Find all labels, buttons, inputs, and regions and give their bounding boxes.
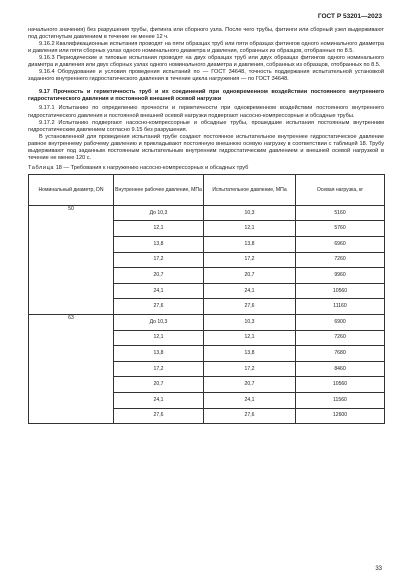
cell-working-pressure: 12,1 bbox=[114, 221, 204, 237]
cell-axial-load: 12600 bbox=[296, 408, 385, 424]
cell-test-pressure: 17,2 bbox=[204, 252, 296, 268]
cell-nominal-diameter: 63 bbox=[29, 315, 114, 424]
column-header-working-pressure: Внутреннее рабочее давление, МПа bbox=[114, 174, 204, 205]
cell-working-pressure: 13,8 bbox=[114, 237, 204, 253]
cell-axial-load: 7260 bbox=[296, 330, 385, 346]
column-header-dn: Номинальный диаметр, DN bbox=[29, 174, 114, 205]
cell-working-pressure: 27,6 bbox=[114, 408, 204, 424]
column-header-axial-load: Осевая нагрузка, кг bbox=[296, 174, 385, 205]
table-caption-label: Таблица bbox=[28, 164, 55, 171]
table-row bbox=[29, 205, 385, 221]
paragraph: начального значения) без разрушения трубы, фитинга или сборного узла. После чего трубы, фитинги или сборный узел выдерживают под достигнутым давлением в течение не менее 12 ч. bbox=[28, 27, 384, 41]
cell-axial-load: 7260 bbox=[296, 252, 385, 268]
paragraph: 9.16.3 Периодические и типовые испытания проводят на двух образцах труб или двух образцах фитингов одного номинального диаметра и давления или двух сборных узлах одного номинального диаметра и давления, собранных из образцов, отобранных по 8.5. bbox=[28, 55, 384, 69]
cell-axial-load: 10560 bbox=[296, 377, 385, 393]
paragraph: 9.16.4 Оборудование и условия проведения испытаний по — ГОСТ 34648, точность поддержания испытательной установкой заданного внутреннего гидростатического давления в течение цикла нагружения — по ГОСТ 34648. bbox=[28, 69, 384, 83]
cell-working-pressure: 27,6 bbox=[114, 299, 204, 315]
cell-working-pressure: 12,1 bbox=[114, 330, 204, 346]
page-number: 33 bbox=[375, 566, 382, 572]
cell-working-pressure: 13,8 bbox=[114, 346, 204, 362]
cell-nominal-diameter: 50 bbox=[29, 205, 114, 314]
section-title: 9.17 Прочность и герметичность труб и их соединений при одновременном воздействии постоянного внутреннего гидростатического давления и постоянной внешней осевой нагрузки bbox=[28, 89, 384, 103]
loading-requirements-table bbox=[28, 174, 385, 424]
cell-test-pressure: 17,2 bbox=[204, 361, 296, 377]
cell-test-pressure: 10,3 bbox=[204, 205, 296, 221]
cell-axial-load: 6960 bbox=[296, 237, 385, 253]
cell-test-pressure: 10,3 bbox=[204, 315, 296, 331]
cell-test-pressure: 27,6 bbox=[204, 408, 296, 424]
cell-test-pressure: 20,7 bbox=[204, 268, 296, 284]
cell-working-pressure: 24,1 bbox=[114, 393, 204, 409]
table-caption bbox=[28, 165, 384, 172]
cell-axial-load: 8460 bbox=[296, 361, 385, 377]
cell-axial-load: 5160 bbox=[296, 205, 385, 221]
cell-axial-load: 7680 bbox=[296, 346, 385, 362]
cell-axial-load: 10560 bbox=[296, 283, 385, 299]
cell-working-pressure: До 10,3 bbox=[114, 315, 204, 331]
cell-test-pressure: 12,1 bbox=[204, 330, 296, 346]
cell-axial-load: 6900 bbox=[296, 315, 385, 331]
paragraph: В установленной для проведения испытаний трубе создают постоянное испытательное внутреннее гидростатическое давление равное внутреннему рабочему давлению и прикладывают постоянную внешнюю осевую нагрузку в соответствии с таблицей 18. Трубу выдерживают под заданным постоянным испытательным внутренним гидростатическим давлением и внешней осевой нагрузкой в течение не менее 120 с. bbox=[28, 133, 384, 161]
cell-working-pressure: 20,7 bbox=[114, 377, 204, 393]
cell-test-pressure: 13,8 bbox=[204, 346, 296, 362]
cell-axial-load: 9960 bbox=[296, 268, 385, 284]
table-row bbox=[29, 315, 385, 331]
paragraph: 9.17.2 Испытанию подвергают насосно-компрессорные и обсадные трубы, прошедшие испытания постоянным внутренним гидростатическим давлением согласно 9.15 без разрушения. bbox=[28, 119, 384, 133]
table-header-row bbox=[29, 174, 385, 205]
cell-test-pressure: 24,1 bbox=[204, 283, 296, 299]
cell-test-pressure: 20,7 bbox=[204, 377, 296, 393]
cell-test-pressure: 24,1 bbox=[204, 393, 296, 409]
cell-working-pressure: 24,1 bbox=[114, 283, 204, 299]
paragraph: 9.16.2 Квалификационные испытания проводят на пяти образцах труб или пяти образцах фитингов одного номинального диаметра и давления или пяти сборных узлах одного номинального диаметра и давления, собранных из образцов, отобранных по 8.5. bbox=[28, 41, 384, 55]
paragraph: 9.17.1 Испытанию по определению прочности и герметичности при одновременном воздействии постоянного внутреннего гидростатического давления и постоянной внешней осевой нагрузки подвергают насосно-компрессорные и обсадные трубы. bbox=[28, 105, 384, 119]
column-header-test-pressure: Испытательное давление, МПа bbox=[204, 174, 296, 205]
cell-axial-load: 11160 bbox=[296, 299, 385, 315]
page-content bbox=[28, 27, 384, 424]
table-caption-text: 18 — Требования к нагружению насосно-компрессорных и обсадных труб bbox=[54, 164, 249, 171]
standard-header: ГОСТ Р 53201—2023 bbox=[317, 13, 382, 20]
cell-axial-load: 11560 bbox=[296, 393, 385, 409]
cell-test-pressure: 27,6 bbox=[204, 299, 296, 315]
cell-axial-load: 5760 bbox=[296, 221, 385, 237]
cell-test-pressure: 13,8 bbox=[204, 237, 296, 253]
cell-working-pressure: 17,2 bbox=[114, 252, 204, 268]
cell-working-pressure: 20,7 bbox=[114, 268, 204, 284]
cell-working-pressure: 17,2 bbox=[114, 361, 204, 377]
cell-working-pressure: До 10,3 bbox=[114, 205, 204, 221]
table-body bbox=[29, 205, 385, 423]
cell-test-pressure: 12,1 bbox=[204, 221, 296, 237]
